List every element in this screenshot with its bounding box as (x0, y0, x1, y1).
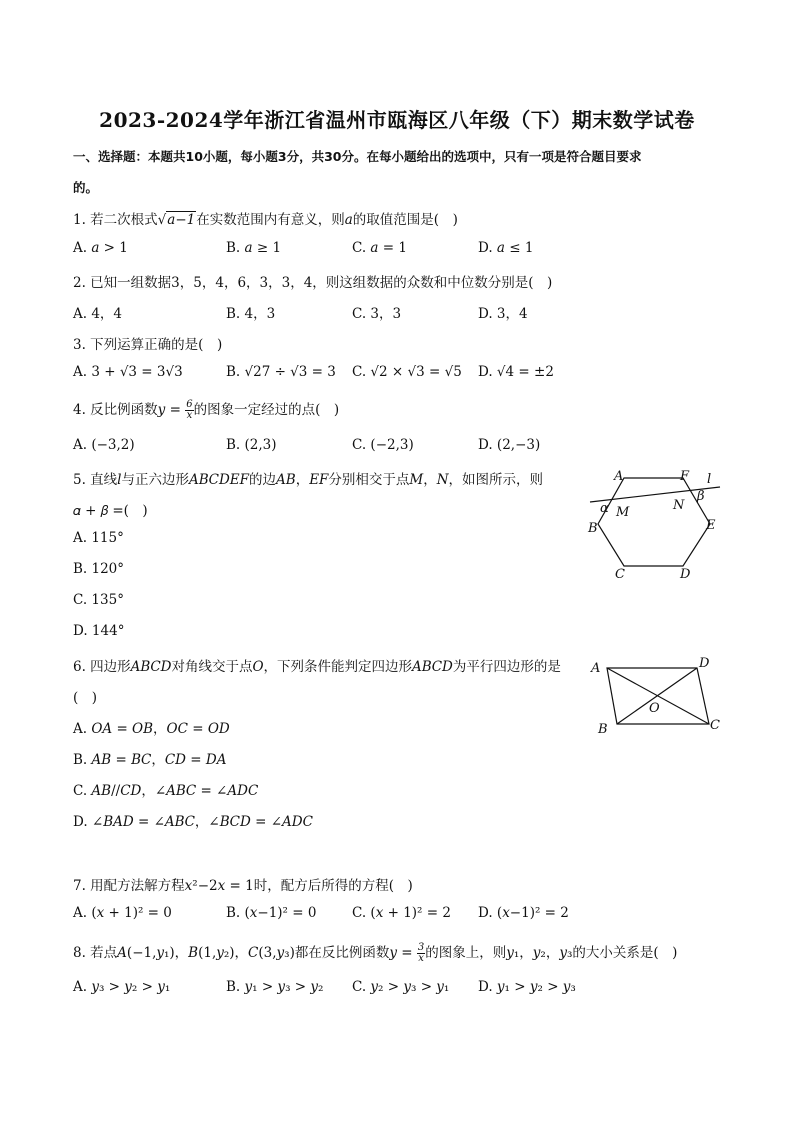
label-C: C (710, 718, 720, 733)
q1-option-d: D. 𝑎 ≤ 1 (478, 240, 534, 256)
question-3-stem: 3. 下列运算正确的是( ) (73, 337, 223, 353)
q5-option-d: D. 144° (73, 623, 125, 639)
q6-option-d: D. ∠𝐵𝐴𝐷 = ∠𝐴𝐵𝐶，∠𝐵𝐶𝐷 = ∠𝐴𝐷𝐶 (73, 814, 313, 830)
q1-stem-part-a: 1. 若二次根式 (73, 212, 158, 228)
question-5-stem-line1: 5. 直线𝑙与正六边形𝐴𝐵𝐶𝐷𝐸𝐹的边𝐴𝐵，𝐸𝐹分别相交于点𝑀，𝑁，如图所示，则 (73, 472, 544, 488)
q5-option-b: B. 120° (73, 561, 125, 577)
q4-fraction (185, 400, 193, 421)
label-D: D (680, 567, 691, 582)
label-C: C (615, 567, 625, 582)
q8-stem-part-b: 的图象上，则𝑦₁，𝑦₂，𝑦₃的大小关系是( ) (425, 945, 678, 961)
label-O: O (649, 701, 660, 716)
label-beta: β (697, 489, 705, 504)
section-heading-line2: 的。 (73, 180, 99, 195)
label-A: A (591, 661, 601, 676)
q1-option-c: C. 𝑎 = 1 (352, 240, 407, 256)
q5-option-a: A. 115° (73, 530, 124, 546)
question-5-stem-line2: 𝛼 + 𝛽 =( ) (73, 503, 148, 519)
q8-frac-num: 3 (417, 942, 425, 953)
q6-option-a: A. 𝑂𝐴 = 𝑂𝐵，𝑂𝐶 = 𝑂𝐷 (73, 721, 230, 737)
q8-stem-part-a: 8. 若点𝐴(−1,𝑦₁)，𝐵(1,𝑦₂)，𝐶(3,𝑦₃)都在反比例函数𝑦 = (73, 945, 417, 961)
q4-frac-den: x (186, 410, 193, 421)
q8-option-d: D. 𝑦₁ > 𝑦₂ > 𝑦₃ (478, 979, 576, 995)
q7-option-d: D. (𝑥−1)² = 2 (478, 905, 569, 921)
q4-option-d: D. (2,−3) (478, 437, 541, 453)
label-F: F (680, 469, 690, 484)
label-N: N (673, 498, 685, 513)
q1-var: a (344, 212, 353, 228)
q8-fraction (417, 943, 425, 964)
page-title: 2023-2024学年浙江省温州市瓯海区八年级（下）期末数学试卷 (99, 108, 695, 132)
q4-option-b: B. (2,3) (226, 437, 277, 453)
hexagon-figure (580, 462, 730, 584)
q4-option-c: C. (−2,3) (352, 437, 414, 453)
label-M: M (616, 505, 630, 520)
q1-stem-part-b: 在实数范围内有意义，则 (196, 212, 345, 228)
q8-option-a: A. 𝑦₃ > 𝑦₂ > 𝑦₁ (73, 979, 171, 995)
hexagon-shape (598, 478, 710, 566)
q7-option-b: B. (𝑥−1)² = 0 (226, 905, 317, 921)
q3-option-b: B. √27 ÷ √3 = 3 (226, 364, 336, 380)
q1-option-b: B. 𝑎 ≥ 1 (226, 240, 282, 256)
q5-option-c: C. 135° (73, 592, 124, 608)
q8-option-c: C. 𝑦₂ > 𝑦₃ > 𝑦₁ (352, 979, 450, 995)
q4-frac-num: 6 (186, 399, 193, 410)
question-7-stem: 7. 用配方法解方程𝑥²−2𝑥 = 1时，配方后所得的方程( ) (73, 878, 413, 894)
q7-option-a: A. (𝑥 + 1)² = 0 (73, 905, 172, 921)
q3-option-c: C. √2 × √3 = √5 (352, 364, 462, 380)
label-A: A (614, 469, 624, 484)
label-l: l (707, 472, 712, 487)
section-heading-line1: 一、选择题：本题共10小题，每小题3分，共30分。在每小题给出的选项中，只有一项是符合题目要求 (73, 149, 642, 164)
q1-stem-part-c: 的取值范围是( ) (352, 212, 458, 228)
q1-option-a: A. 𝑎 > 1 (73, 240, 128, 256)
q3-option-d: D. √4 = ±2 (478, 364, 554, 380)
q7-option-c: C. (𝑥 + 1)² = 2 (352, 905, 451, 921)
q8-frac-den: x (418, 953, 424, 964)
q6-option-b: B. 𝐴𝐵 = 𝐵𝐶，𝐶𝐷 = 𝐷𝐴 (73, 752, 227, 768)
q2-option-d: D. 3，4 (478, 306, 528, 322)
q3-option-a: A. 3 + √3 = 3√3 (73, 364, 183, 380)
q4-stem-part-a: 4. 反比例函数 (73, 402, 158, 418)
q4-eq: = (165, 402, 186, 418)
q1-radicand: a−1 (167, 212, 196, 228)
q4-var: y (157, 402, 166, 418)
label-B: B (598, 722, 608, 737)
question-8-stem (73, 941, 677, 964)
question-4-stem (73, 398, 339, 421)
parallelogram-figure (585, 652, 725, 738)
question-6-stem-line1: 6. 四边形𝐴𝐵𝐶𝐷对角线交于点𝑂，下列条件能判定四边形𝐴𝐵𝐶𝐷为平行四边形的是 (73, 659, 561, 675)
question-2-stem: 2. 已知一组数据3，5，4，6，3，3，4，则这组数据的众数和中位数分别是( ) (73, 275, 553, 291)
q2-option-a: A. 4，4 (73, 306, 123, 322)
label-D: D (699, 656, 710, 671)
q6-option-c: C. 𝐴𝐵//𝐶𝐷，∠𝐴𝐵𝐶 = ∠𝐴𝐷𝐶 (73, 783, 259, 799)
question-1-stem: 1. 若二次根式√a−1在实数范围内有意义，则a的取值范围是( ) (73, 212, 458, 228)
label-E: E (706, 518, 716, 533)
q2-option-b: B. 4，3 (226, 306, 276, 322)
question-6-stem-line2: ( ) (73, 690, 98, 706)
q8-option-b: B. 𝑦₁ > 𝑦₃ > 𝑦₂ (226, 979, 324, 995)
q4-option-a: A. (−3,2) (73, 437, 135, 453)
q2-option-c: C. 3，3 (352, 306, 402, 322)
label-B: B (588, 521, 598, 536)
label-alpha: α (600, 501, 609, 516)
q4-stem-part-b: 的图象一定经过的点( ) (193, 402, 340, 418)
